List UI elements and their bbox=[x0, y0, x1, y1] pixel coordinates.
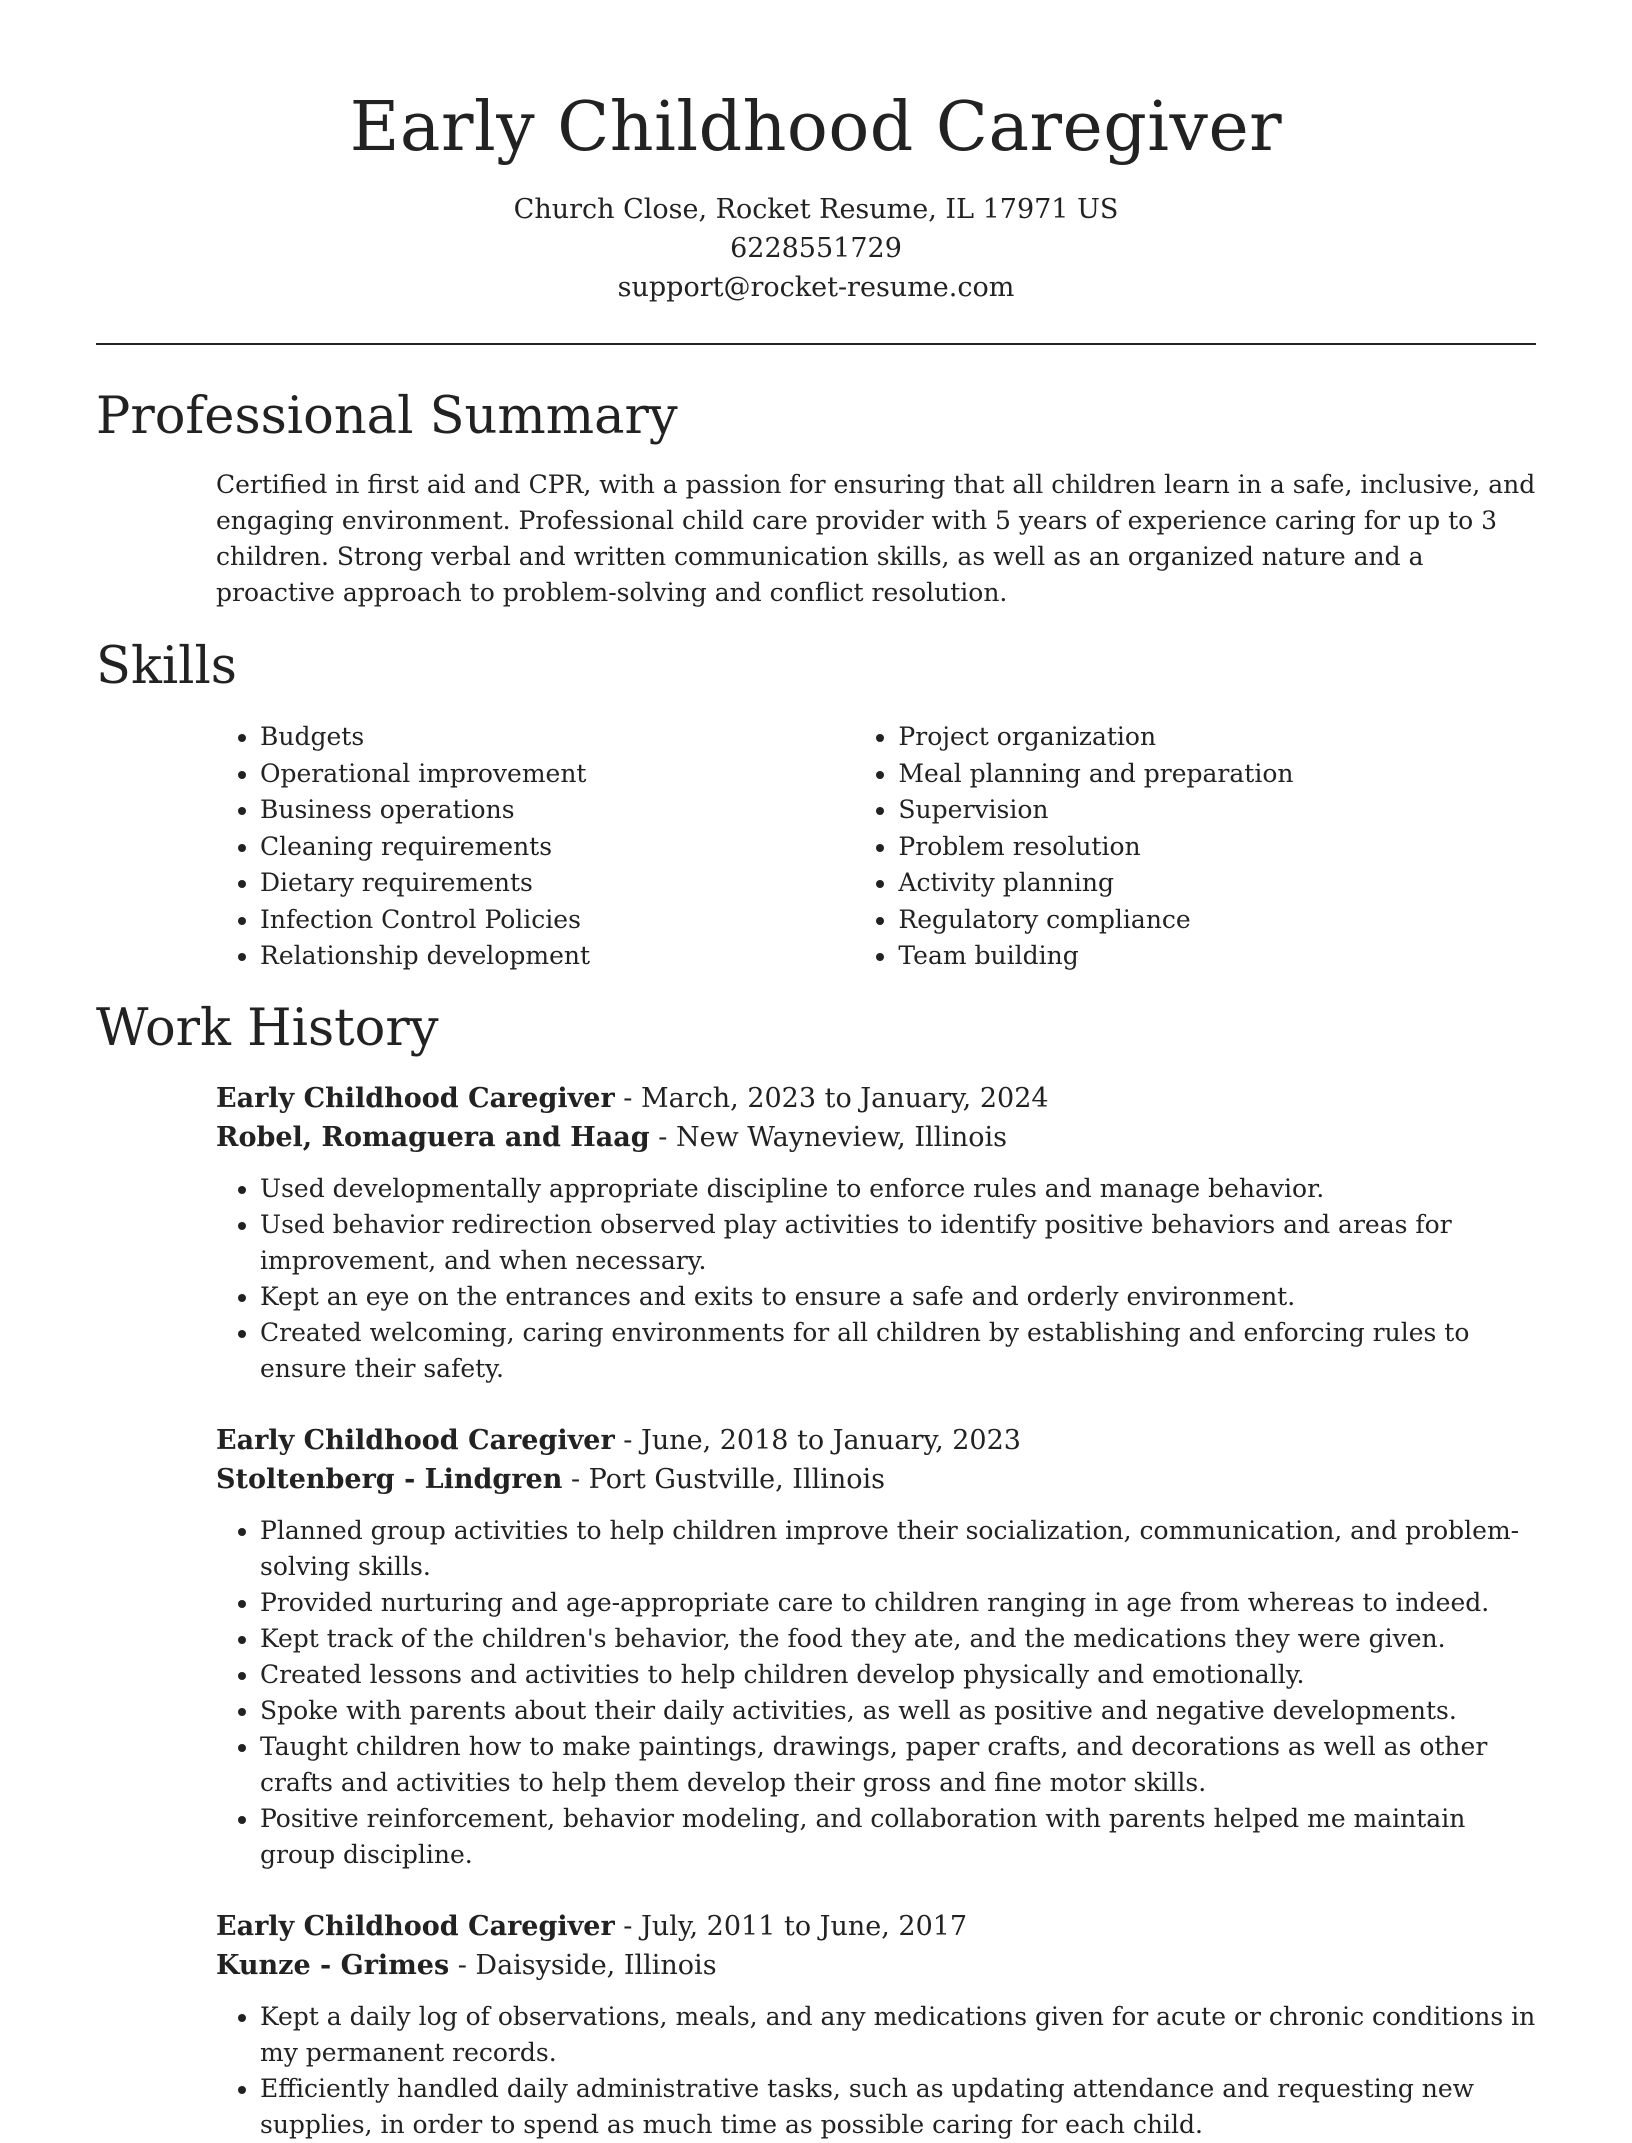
job-bullet: • Kept track of the children's behavior, the food they ate, and the medications they were given. bbox=[260, 1621, 1536, 1657]
job-title-line bbox=[216, 1907, 1536, 1946]
work-history-heading: Work History bbox=[96, 998, 439, 1058]
job-title: Early Childhood Caregiver bbox=[216, 1424, 615, 1456]
job-bullet: • Positive reinforcement, behavior modeling, and collaboration with parents helped me maintain group discipline. bbox=[260, 1801, 1536, 1873]
skill-item: • Relationship development bbox=[260, 938, 854, 975]
resume-header bbox=[96, 0, 1536, 345]
job-bullet: • Kept a daily log of observations, meals, and any medications given for acute or chronic conditions in my permanent records. bbox=[260, 1999, 1536, 2071]
skills-list-left bbox=[216, 719, 854, 975]
skill-item: • Problem resolution bbox=[898, 829, 1536, 866]
job-company: Kunze - Grimes bbox=[216, 1949, 450, 1981]
job-bullet: • Taught children how to make paintings, drawings, paper crafts, and decorations as well as other crafts and activities to help them develop their gross and fine motor skills. bbox=[260, 1729, 1536, 1801]
job-dates: - June, 2018 to January, 2023 bbox=[614, 1424, 1021, 1456]
work-history-section bbox=[96, 997, 1536, 2143]
skill-item: • Regulatory compliance bbox=[898, 902, 1536, 939]
address: Church Close, Rocket Resume, IL 17971 US bbox=[513, 194, 1119, 225]
skill-item: • Budgets bbox=[260, 719, 854, 756]
skills-columns bbox=[216, 719, 1536, 975]
job-bullet: • Kept an eye on the entrances and exits to ensure a safe and orderly environment. bbox=[260, 1279, 1536, 1315]
job-bullet: • Used developmentally appropriate discipline to enforce rules and manage behavior. bbox=[260, 1171, 1536, 1207]
job-company: Robel, Romaguera and Haag bbox=[216, 1121, 650, 1153]
job-location: - Daisyside, Illinois bbox=[449, 1949, 717, 1981]
summary-text: Certified in first aid and CPR, with a passion for ensuring that all children learn in a safe, inclusive, and engaging environment. Professional child care provider with 5 years of experience caring for up to 3 children. Strong verbal and written communication skills, as well as an organized nature and a proactive approach to problem-solving and conflict resolution. bbox=[216, 470, 1536, 607]
job-company-line bbox=[216, 1118, 1536, 1157]
job-entry bbox=[216, 1907, 1536, 2143]
email: support@rocket-resume.com bbox=[617, 272, 1015, 303]
skills-heading: Skills bbox=[96, 637, 237, 696]
job-bullet: • Efficiently handled daily administrative tasks, such as updating attendance and requesting new supplies, in order to spend as much time as possible caring for each child. bbox=[260, 2071, 1536, 2143]
skill-item: • Infection Control Policies bbox=[260, 902, 854, 939]
skills-section bbox=[96, 635, 1536, 975]
skill-item: • Meal planning and preparation bbox=[898, 756, 1536, 793]
resume-page bbox=[96, 0, 1536, 2143]
contact-info bbox=[96, 190, 1536, 307]
job-bullet: • Created lessons and activities to help children develop physically and emotionally. bbox=[260, 1657, 1536, 1693]
job-bullet: • Provided nurturing and age-appropriate care to children ranging in age from whereas to indeed. bbox=[260, 1585, 1536, 1621]
professional-summary-section bbox=[96, 385, 1536, 611]
skill-item: • Activity planning bbox=[898, 865, 1536, 902]
job-title-line bbox=[216, 1421, 1536, 1460]
phone: 6228551729 bbox=[730, 233, 902, 264]
job-location: - Port Gustville, Illinois bbox=[562, 1463, 885, 1495]
skill-item: • Team building bbox=[898, 938, 1536, 975]
job-bullet: • Used behavior redirection observed play activities to identify positive behaviors and areas for improvement, and when necessary. bbox=[260, 1207, 1536, 1279]
skill-item: • Supervision bbox=[898, 792, 1536, 829]
job-company: Stoltenberg - Lindgren bbox=[216, 1463, 563, 1495]
skill-item: • Dietary requirements bbox=[260, 865, 854, 902]
job-company-line bbox=[216, 1460, 1536, 1499]
job-title: Early Childhood Caregiver bbox=[216, 1910, 615, 1942]
job-location: - New Wayneview, Illinois bbox=[649, 1121, 1008, 1153]
job-entry bbox=[216, 1421, 1536, 1873]
skill-item: • Operational improvement bbox=[260, 756, 854, 793]
job-bullet: • Created welcoming, caring environments for all children by establishing and enforcing rules to ensure their safety. bbox=[260, 1315, 1536, 1387]
job-company-line bbox=[216, 1946, 1536, 1985]
job-bullet: • Spoke with parents about their daily activities, as well as positive and negative developments. bbox=[260, 1693, 1536, 1729]
job-bullets bbox=[216, 1171, 1536, 1387]
skill-item: • Project organization bbox=[898, 719, 1536, 756]
candidate-name: Early Childhood Caregiver bbox=[349, 88, 1283, 167]
job-title: Early Childhood Caregiver bbox=[216, 1082, 615, 1114]
job-dates: - March, 2023 to January, 2024 bbox=[614, 1082, 1049, 1114]
summary-heading: Professional Summary bbox=[96, 387, 678, 446]
job-bullets bbox=[216, 1513, 1536, 1873]
job-bullet: • Planned group activities to help children improve their socialization, communication, and problem-solving skills. bbox=[260, 1513, 1536, 1585]
skill-item: • Cleaning requirements bbox=[260, 829, 854, 866]
skill-item: • Business operations bbox=[260, 792, 854, 829]
job-dates: - July, 2011 to June, 2017 bbox=[614, 1910, 968, 1942]
header-divider bbox=[96, 343, 1536, 345]
job-entry bbox=[216, 1079, 1536, 1387]
job-bullets bbox=[216, 1999, 1536, 2143]
job-title-line bbox=[216, 1079, 1536, 1118]
skills-list-right bbox=[854, 719, 1536, 975]
